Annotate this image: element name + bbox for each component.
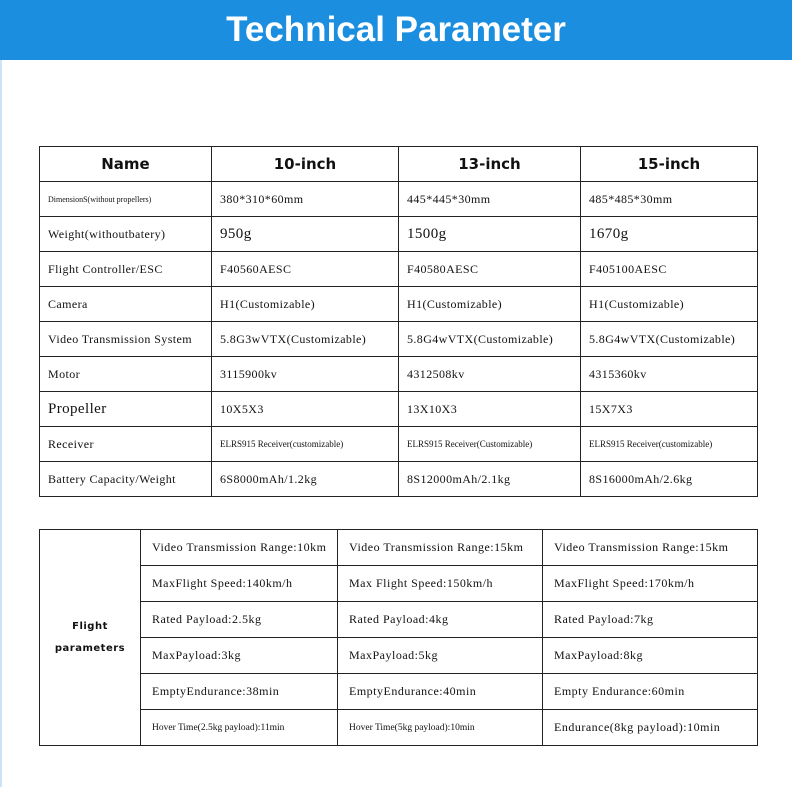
table-cell: 10X5X3	[212, 392, 399, 427]
table-cell: Rated Payload:4kg	[338, 602, 543, 638]
table-cell: 15X7X3	[581, 392, 758, 427]
row-label-flight-controller: Flight Controller/ESC	[40, 252, 212, 287]
table-cell: Endurance(8kg payload):10min	[543, 710, 758, 746]
table-cell: 5.8G4wVTX(Customizable)	[399, 322, 581, 357]
table-cell: MaxPayload:8kg	[543, 638, 758, 674]
row-label-video-transmission: Video Transmission System	[40, 322, 212, 357]
table-cell: F405100AESC	[581, 252, 758, 287]
table-cell: MaxFlight Speed:170km/h	[543, 566, 758, 602]
table-row	[40, 602, 758, 638]
row-label-weight: Weight(withoutbatery)	[40, 217, 212, 252]
table-cell: Empty Endurance:60min	[543, 674, 758, 710]
table-row	[40, 287, 758, 322]
table-cell: 5.8G4wVTX(Customizable)	[581, 322, 758, 357]
table-cell: 445*445*30mm	[399, 182, 581, 217]
table-cell: Rated Payload:7kg	[543, 602, 758, 638]
table-cell: 1670g	[581, 217, 758, 252]
table-cell: ELRS915 Receiver(customizable)	[581, 427, 758, 462]
table-cell: MaxFlight Speed:140km/h	[141, 566, 338, 602]
table-row	[40, 638, 758, 674]
row-label-receiver: Receiver	[40, 427, 212, 462]
table-cell: Video Transmission Range:10km	[141, 530, 338, 566]
header-15-inch: 15-inch	[581, 147, 758, 182]
row-label-camera: Camera	[40, 287, 212, 322]
row-label-battery: Battery Capacity/Weight	[40, 462, 212, 497]
table-cell: 6S8000mAh/1.2kg	[212, 462, 399, 497]
table-cell: 8S12000mAh/2.1kg	[399, 462, 581, 497]
table-cell: Video Transmission Range:15km	[338, 530, 543, 566]
table-cell: 13X10X3	[399, 392, 581, 427]
table-row	[40, 217, 758, 252]
spec-header-row	[40, 147, 758, 182]
table-cell: MaxPayload:3kg	[141, 638, 338, 674]
table-cell: ELRS915 Receiver(customizable)	[212, 427, 399, 462]
spec-table	[39, 146, 758, 497]
header-13-inch: 13-inch	[399, 147, 581, 182]
table-row	[40, 357, 758, 392]
table-cell: Max Flight Speed:150km/h	[338, 566, 543, 602]
table-row	[40, 530, 758, 566]
table-row	[40, 462, 758, 497]
table-cell: Hover Time(2.5kg payload):11min	[141, 710, 338, 746]
table-cell: EmptyEndurance:38min	[141, 674, 338, 710]
table-cell: 485*485*30mm	[581, 182, 758, 217]
row-label-propeller: Propeller	[40, 392, 212, 427]
row-label-motor: Motor	[40, 357, 212, 392]
table-cell: 380*310*60mm	[212, 182, 399, 217]
table-cell: 4315360kv	[581, 357, 758, 392]
table-cell: H1(Customizable)	[212, 287, 399, 322]
table-row	[40, 427, 758, 462]
table-row	[40, 674, 758, 710]
flight-label-line2: parameters	[54, 642, 126, 654]
table-row	[40, 710, 758, 746]
flight-parameters-label	[40, 530, 141, 746]
table-row	[40, 566, 758, 602]
left-divider	[0, 60, 2, 787]
flight-label-line1: Flight	[72, 620, 108, 632]
table-cell: Hover Time(5kg payload):10min	[338, 710, 543, 746]
table-row	[40, 182, 758, 217]
row-label-dimensions: DimensionS(without propellers)	[40, 182, 212, 217]
table-cell: F40560AESC	[212, 252, 399, 287]
flight-parameters-table	[39, 529, 758, 746]
table-cell: MaxPayload:5kg	[338, 638, 543, 674]
table-cell: 4312508kv	[399, 357, 581, 392]
table-row	[40, 252, 758, 287]
table-cell: Video Transmission Range:15km	[543, 530, 758, 566]
table-cell: F40580AESC	[399, 252, 581, 287]
table-cell: H1(Customizable)	[581, 287, 758, 322]
header-name: Name	[40, 147, 212, 182]
table-cell: 950g	[212, 217, 399, 252]
header-10-inch: 10-inch	[212, 147, 399, 182]
table-cell: 8S16000mAh/2.6kg	[581, 462, 758, 497]
table-cell: ELRS915 Receiver(Customizable)	[399, 427, 581, 462]
table-row	[40, 392, 758, 427]
table-cell: 5.8G3wVTX(Customizable)	[212, 322, 399, 357]
table-cell: EmptyEndurance:40min	[338, 674, 543, 710]
table-cell: Rated Payload:2.5kg	[141, 602, 338, 638]
page-title: Technical Parameter	[0, 0, 792, 60]
table-cell: H1(Customizable)	[399, 287, 581, 322]
table-cell: 1500g	[399, 217, 581, 252]
table-cell: 3115900kv	[212, 357, 399, 392]
table-row	[40, 322, 758, 357]
